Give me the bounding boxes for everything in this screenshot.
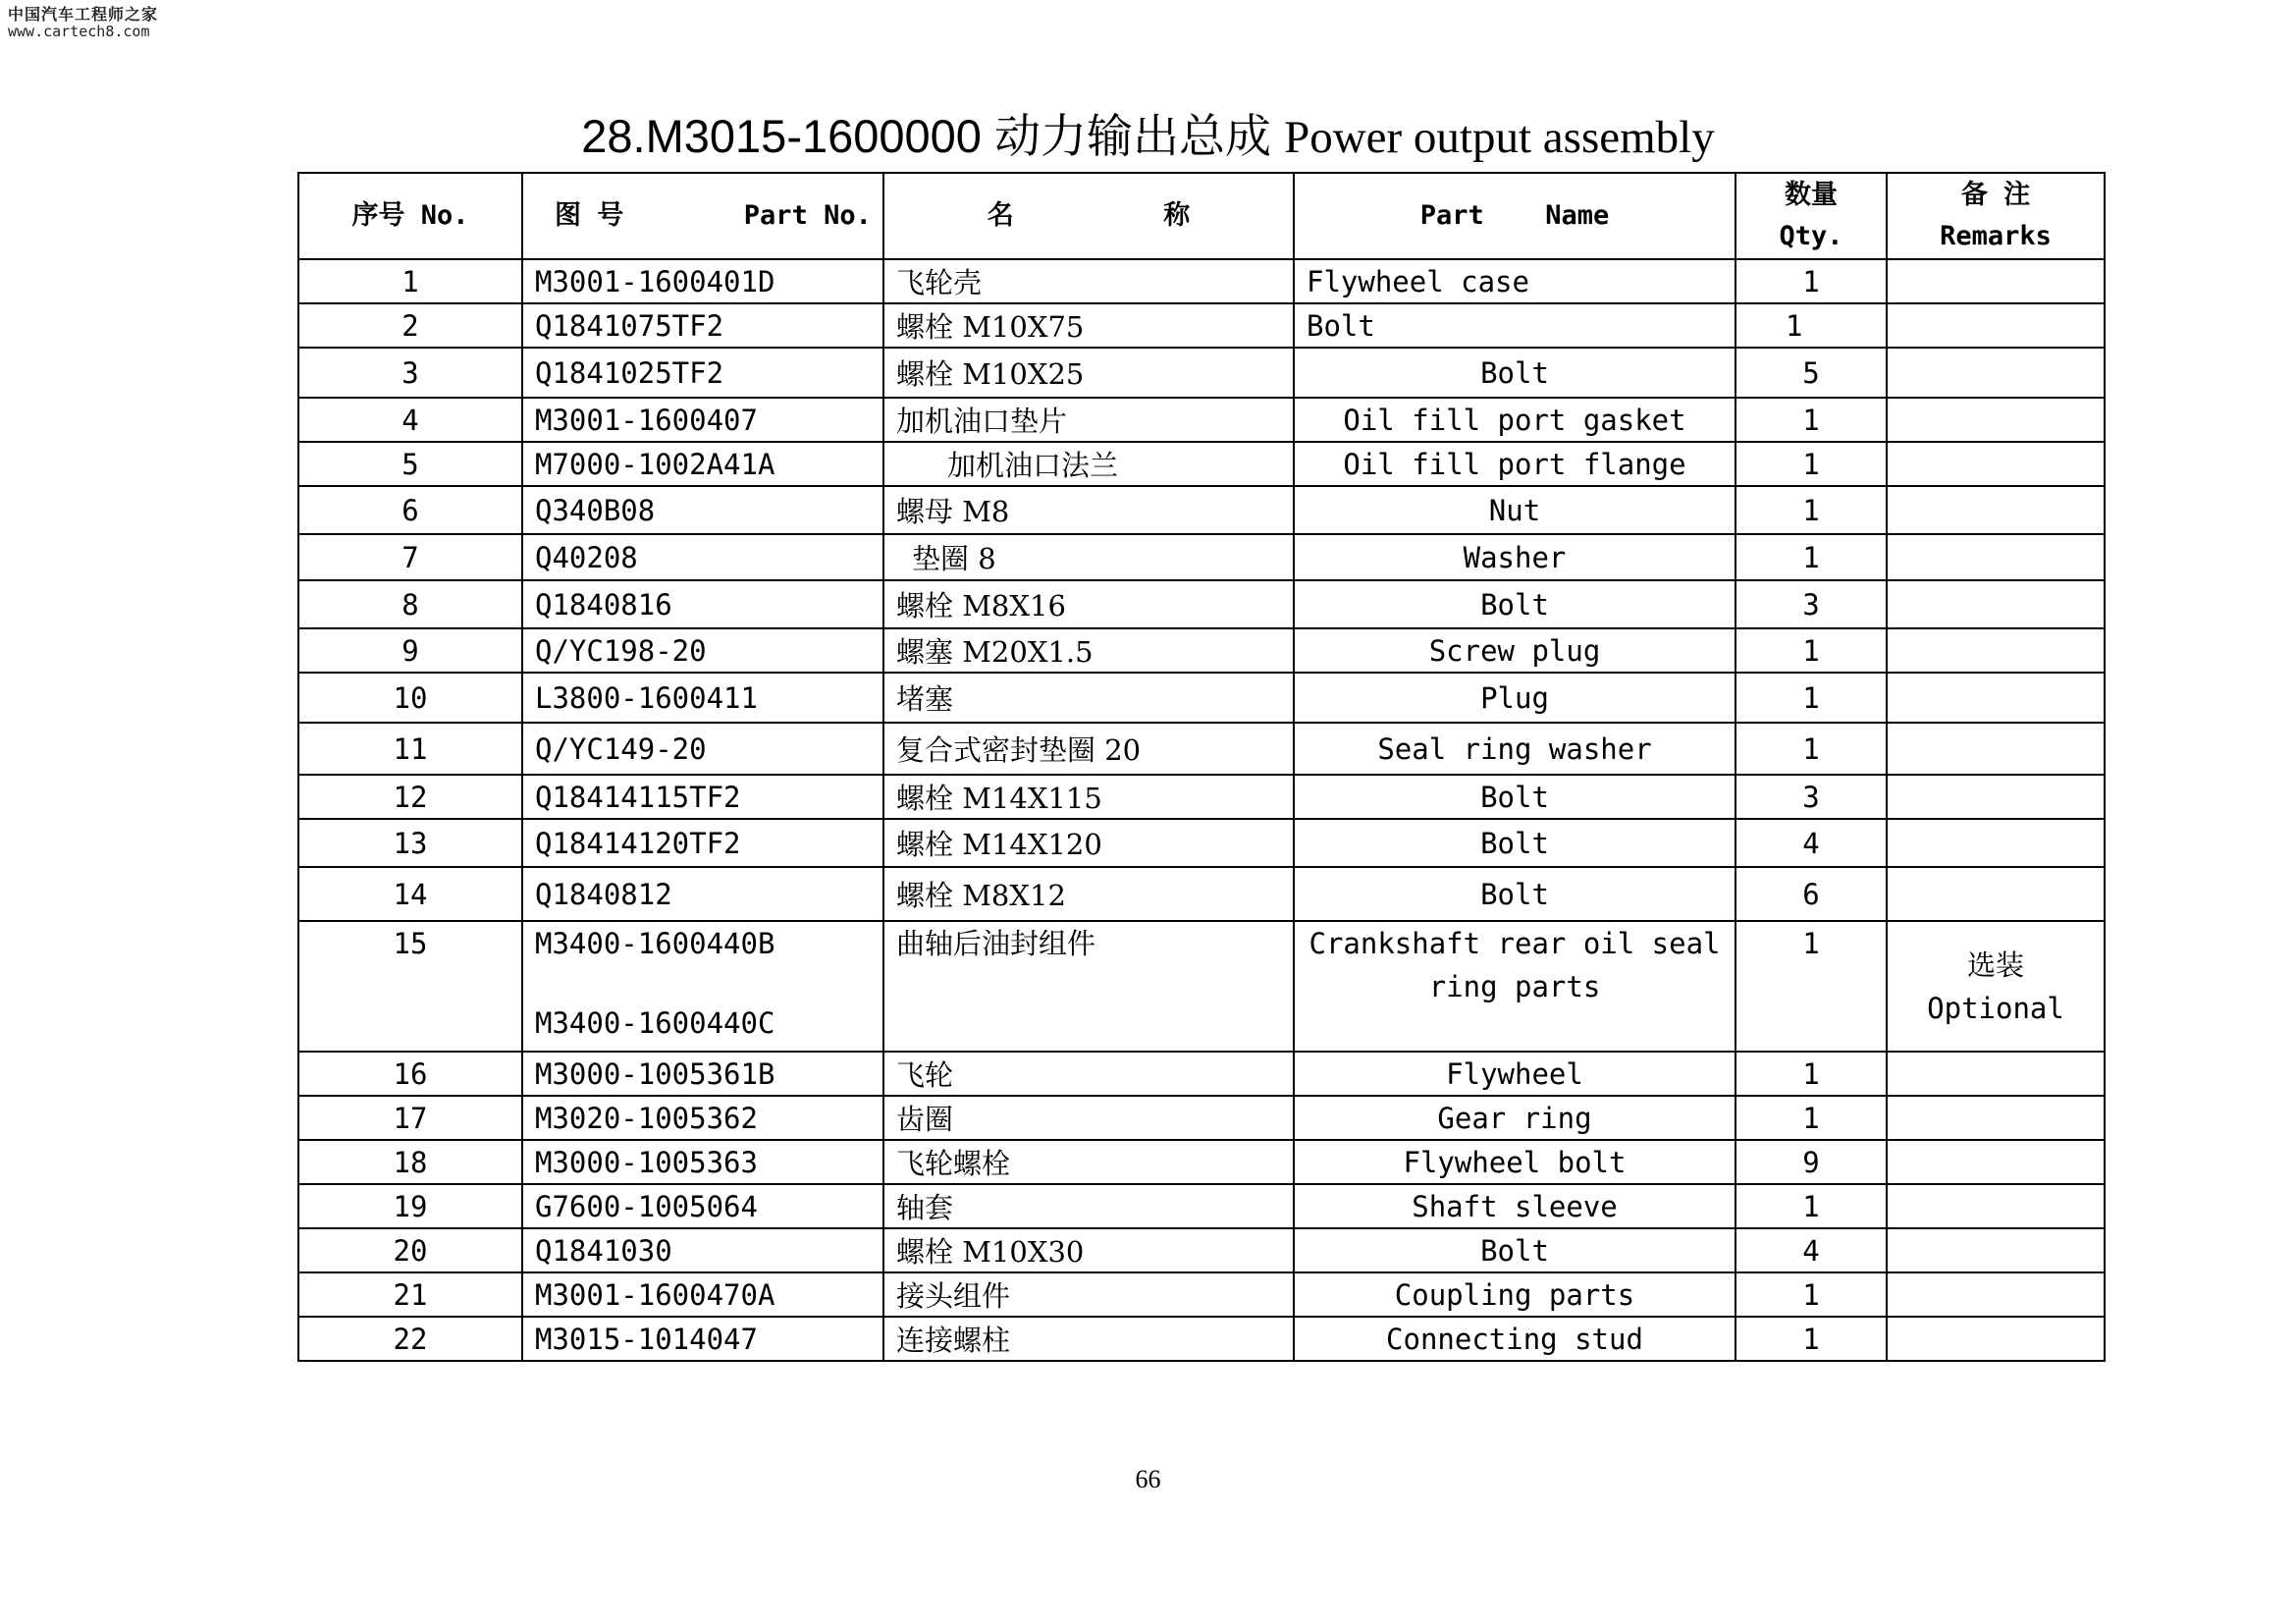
row-name-cn: 垫圈 8: [883, 534, 1294, 580]
row-remark: [1887, 259, 2105, 303]
header-qty-cn: 数量: [1785, 180, 1838, 210]
row-name-cn: 齿圈: [883, 1096, 1294, 1140]
row-part-no: L3800-1600411: [522, 673, 883, 723]
row-name-cn: 螺母 M8: [883, 486, 1294, 534]
row-no: 15: [298, 921, 522, 1052]
row-part-no-alt: M3400-1600440C: [535, 1006, 775, 1040]
row-remark: [1887, 580, 2105, 628]
header-name-cn-2: 称: [1163, 200, 1191, 231]
row-name-en: Bolt: [1294, 1228, 1735, 1272]
table-row: [298, 259, 2105, 303]
row-no: 7: [298, 534, 522, 580]
row-name-en: Bolt: [1294, 775, 1735, 819]
row-part-no: M3015-1014047: [522, 1317, 883, 1361]
row-name-en: Washer: [1294, 534, 1735, 580]
row-name-en: Flywheel bolt: [1294, 1140, 1735, 1184]
row-no: 13: [298, 819, 522, 867]
row-no: 1: [298, 259, 522, 303]
row-remark: [1887, 1317, 2105, 1361]
row-remark: [1887, 303, 2105, 348]
header-name-en: [1294, 173, 1735, 259]
table-row: [298, 867, 2105, 921]
row-remark: [1887, 348, 2105, 398]
row-remark: [1887, 775, 2105, 819]
row-name-en: Oil fill port flange: [1294, 442, 1735, 486]
table-row: [298, 1140, 2105, 1184]
row-no: 8: [298, 580, 522, 628]
row-no: 20: [298, 1228, 522, 1272]
row-no: 22: [298, 1317, 522, 1361]
row-part-no: M7000-1002A41A: [522, 442, 883, 486]
row-no: 10: [298, 673, 522, 723]
row-remark: [1887, 1052, 2105, 1096]
row-name-en: Connecting stud: [1294, 1317, 1735, 1361]
row-part-no-group: [522, 921, 883, 1052]
row-name-en: Flywheel case: [1294, 259, 1735, 303]
row-qty: 3: [1735, 580, 1887, 628]
row-name-en: Coupling parts: [1294, 1272, 1735, 1317]
row-qty: 1: [1735, 486, 1887, 534]
row-qty: 4: [1735, 1228, 1887, 1272]
row-name-en: Plug: [1294, 673, 1735, 723]
row-name-cn: 螺栓 M10X75: [883, 303, 1294, 348]
table-row: [298, 723, 2105, 775]
row-part-no: Q1841075TF2: [522, 303, 883, 348]
row-remark: [1887, 1184, 2105, 1228]
row-remark: [1887, 534, 2105, 580]
table-row: [298, 1228, 2105, 1272]
row-part-no: M3000-1005361B: [522, 1052, 883, 1096]
row-remark: [1887, 723, 2105, 775]
row-part-no: M3000-1005363: [522, 1140, 883, 1184]
row-no: 21: [298, 1272, 522, 1317]
row-name-cn: 飞轮壳: [883, 259, 1294, 303]
row-name-cn: 螺栓 M8X12: [883, 867, 1294, 921]
row-remark: [1887, 442, 2105, 486]
row-qty: 1: [1735, 673, 1887, 723]
row-name-en: Shaft sleeve: [1294, 1184, 1735, 1228]
row-qty: 4: [1735, 819, 1887, 867]
header-part-no-cn: 图 号: [555, 200, 624, 231]
row-name-en: Bolt: [1294, 303, 1735, 348]
row-remark: [1887, 673, 2105, 723]
row-no: 14: [298, 867, 522, 921]
header-remarks-en: Remarks: [1940, 221, 2052, 251]
watermark: [8, 6, 158, 41]
row-no: 17: [298, 1096, 522, 1140]
page-title-prefix: 28.M3015-1600000 动力输出总成: [581, 110, 1272, 162]
row-name-cn: 螺栓 M10X25: [883, 348, 1294, 398]
row-remark: [1887, 1096, 2105, 1140]
header-name-en-2: Name: [1545, 200, 1610, 231]
row-remark: [1887, 1228, 2105, 1272]
row-name-en: Bolt: [1294, 348, 1735, 398]
row-name-cn: 接头组件: [883, 1272, 1294, 1317]
row-no: 4: [298, 398, 522, 442]
page-title-english: Power output assembly: [1284, 112, 1715, 163]
row-name-en: Flywheel: [1294, 1052, 1735, 1096]
row-name-cn: 复合式密封垫圈 20: [883, 723, 1294, 775]
row-part-no: Q/YC149-20: [522, 723, 883, 775]
row-part-no: M3001-1600401D: [522, 259, 883, 303]
watermark-url: www.cartech8.com: [8, 23, 150, 41]
row-name-cn: 曲轴后油封组件: [883, 921, 1294, 1052]
page-number: 66: [1135, 1465, 1161, 1493]
row-qty: 1: [1735, 1317, 1887, 1361]
row-part-no: Q40208: [522, 534, 883, 580]
row-qty: 1: [1735, 1096, 1887, 1140]
row-qty: 1: [1735, 1184, 1887, 1228]
row-remark: [1887, 819, 2105, 867]
row-qty: 5: [1735, 348, 1887, 398]
row-part-no: Q1841030: [522, 1228, 883, 1272]
watermark-site-name: 中国汽车工程师之家: [8, 5, 159, 24]
table-row: [298, 348, 2105, 398]
row-part-no: Q1840816: [522, 580, 883, 628]
table-header-row: [298, 173, 2105, 259]
row-name-cn: 螺栓 M14X115: [883, 775, 1294, 819]
row-part-no: Q/YC198-20: [522, 628, 883, 673]
row-name-en: Crankshaft rear oil seal: [1308, 927, 1721, 960]
row-name-en-cont: ring parts: [1428, 970, 1601, 1003]
row-part-no: M3020-1005362: [522, 1096, 883, 1140]
row-part-no: M3001-1600470A: [522, 1272, 883, 1317]
row-name-cn: 飞轮螺栓: [883, 1140, 1294, 1184]
header-part-no-en: Part No.: [743, 200, 872, 231]
row-qty: 1: [1735, 398, 1887, 442]
header-part-no: [522, 173, 883, 259]
row-name-en: Bolt: [1294, 819, 1735, 867]
row-no: 9: [298, 628, 522, 673]
header-name-cn: [883, 173, 1294, 259]
header-qty-en: Qty.: [1779, 221, 1843, 251]
row-remark: [1887, 1272, 2105, 1317]
header-remarks: [1887, 173, 2105, 259]
row-qty: 1: [1735, 259, 1887, 303]
row-part-no: Q1840812: [522, 867, 883, 921]
row-name-cn: 连接螺柱: [883, 1317, 1294, 1361]
row-name-cn: 螺栓 M14X120: [883, 819, 1294, 867]
row-no: 2: [298, 303, 522, 348]
row-part-no: Q1841025TF2: [522, 348, 883, 398]
row-remark-en: Optional: [1927, 991, 2064, 1025]
row-part-no: Q340B08: [522, 486, 883, 534]
row-remark-cn: 选装: [1966, 947, 2024, 982]
row-no: 5: [298, 442, 522, 486]
row-remark: [1887, 628, 2105, 673]
table-row: [298, 819, 2105, 867]
table-row: [298, 921, 2105, 1052]
page-title: [0, 100, 2296, 166]
row-name-cn: 加机油口垫片: [883, 398, 1294, 442]
header-remarks-cn: 备 注: [1960, 180, 2031, 210]
row-name-cn: 飞轮: [883, 1052, 1294, 1096]
table-row: [298, 628, 2105, 673]
table-row: [298, 303, 2105, 348]
row-name-cn: 轴套: [883, 1184, 1294, 1228]
header-no: 序号 No.: [298, 173, 522, 259]
row-qty: 1: [1735, 628, 1887, 673]
row-name-en: Bolt: [1294, 867, 1735, 921]
row-part-no: M3001-1600407: [522, 398, 883, 442]
table-row: [298, 1317, 2105, 1361]
table-row: [298, 1184, 2105, 1228]
row-name-en: Gear ring: [1294, 1096, 1735, 1140]
row-qty: 9: [1735, 1140, 1887, 1184]
header-name-cn-1: 名: [987, 200, 1014, 231]
table-row: [298, 1272, 2105, 1317]
row-qty: 6: [1735, 867, 1887, 921]
row-name-en: Nut: [1294, 486, 1735, 534]
row-name-en: Bolt: [1294, 580, 1735, 628]
row-name-en: Screw plug: [1294, 628, 1735, 673]
table-row: [298, 442, 2105, 486]
row-name-en: Oil fill port gasket: [1294, 398, 1735, 442]
row-remark: [1887, 867, 2105, 921]
row-no: 3: [298, 348, 522, 398]
table-row: [298, 775, 2105, 819]
table-row: [298, 1052, 2105, 1096]
row-name-cn: 螺栓 M8X16: [883, 580, 1294, 628]
row-no: 6: [298, 486, 522, 534]
row-no: 19: [298, 1184, 522, 1228]
row-name-en: Seal ring washer: [1294, 723, 1735, 775]
row-remark: [1887, 1140, 2105, 1184]
header-qty: [1735, 173, 1887, 259]
row-remark: [1887, 398, 2105, 442]
row-qty: 1: [1735, 1272, 1887, 1317]
row-name-cn: 加机油口法兰: [883, 442, 1294, 486]
row-no: 12: [298, 775, 522, 819]
row-part-no: G7600-1005064: [522, 1184, 883, 1228]
row-name-cn: 螺塞 M20X1.5: [883, 628, 1294, 673]
table-row: [298, 398, 2105, 442]
row-qty: 1: [1735, 303, 1887, 348]
row-qty: 1: [1735, 1052, 1887, 1096]
row-remark-group: [1887, 921, 2105, 1052]
row-name-en-group: [1294, 921, 1735, 1052]
parts-table: [297, 172, 2106, 1362]
row-qty: 1: [1735, 534, 1887, 580]
row-name-cn: 螺栓 M10X30: [883, 1228, 1294, 1272]
row-part-no: Q18414120TF2: [522, 819, 883, 867]
row-name-cn: 堵塞: [883, 673, 1294, 723]
header-name-en-1: Part: [1419, 200, 1484, 231]
table-row: [298, 580, 2105, 628]
row-qty: 1: [1735, 723, 1887, 775]
table-row: [298, 1096, 2105, 1140]
row-qty: 1: [1735, 442, 1887, 486]
row-remark: [1887, 486, 2105, 534]
table-row: [298, 534, 2105, 580]
row-no: 16: [298, 1052, 522, 1096]
row-qty: 1: [1735, 921, 1887, 1052]
row-no: 18: [298, 1140, 522, 1184]
row-qty: 3: [1735, 775, 1887, 819]
row-part-no: M3400-1600440B: [535, 927, 775, 960]
row-no: 11: [298, 723, 522, 775]
row-part-no: Q18414115TF2: [522, 775, 883, 819]
table-row: [298, 486, 2105, 534]
table-row: [298, 673, 2105, 723]
